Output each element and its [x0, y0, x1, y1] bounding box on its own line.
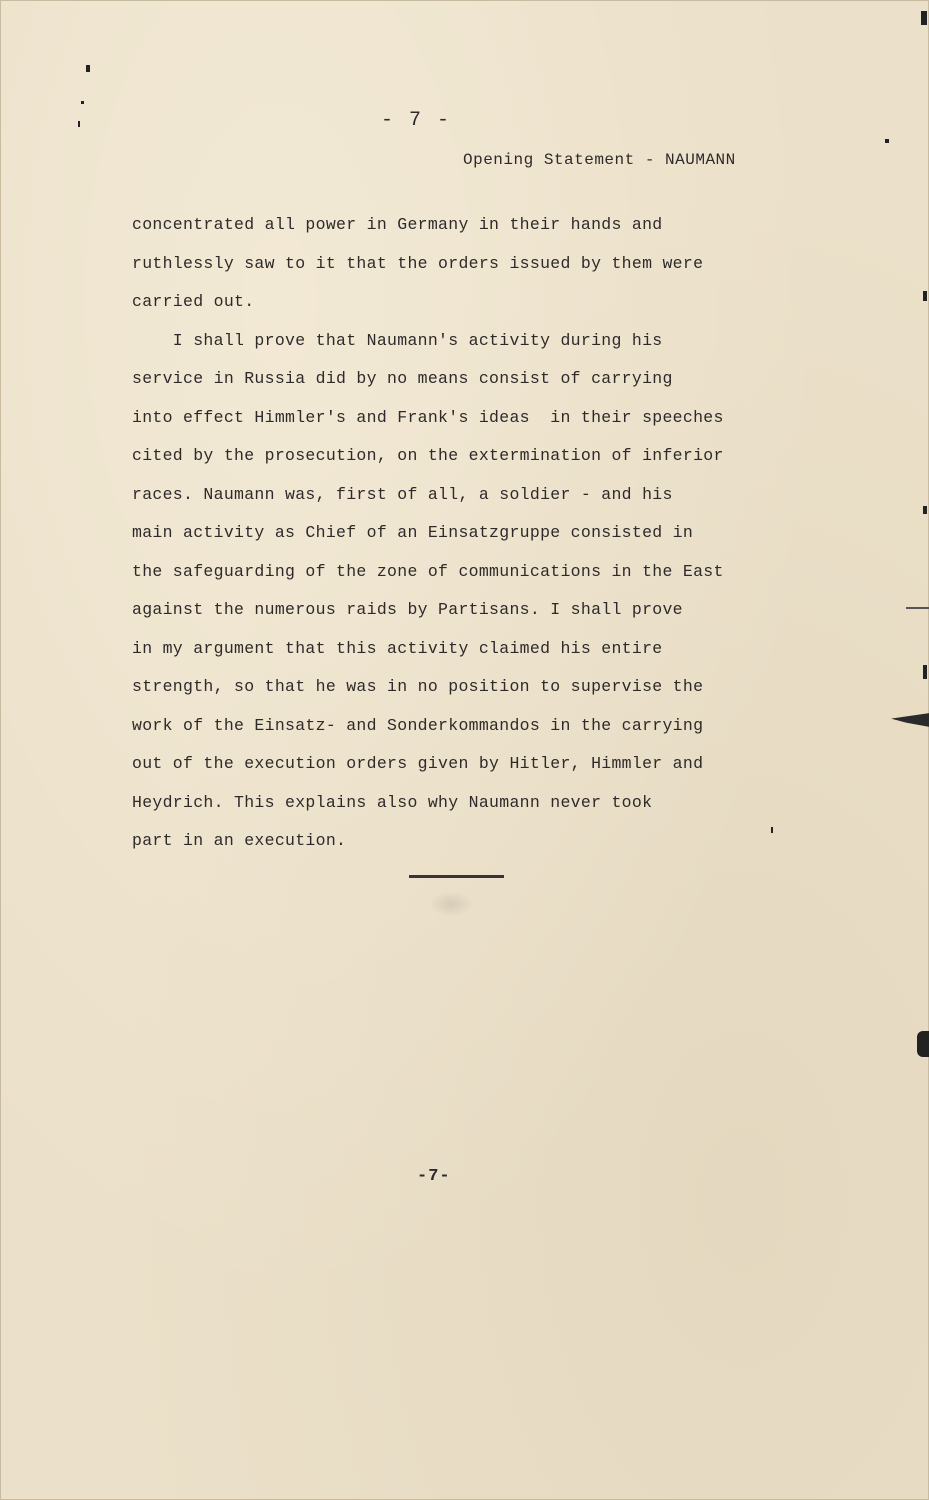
- margin-mark: [885, 139, 889, 143]
- section-divider: [409, 875, 504, 878]
- margin-mark: [921, 11, 927, 25]
- text-line: against the numerous raids by Partisans. I shall prove: [132, 600, 683, 619]
- text-line: into effect Himmler's and Frank's ideas in their speeches: [132, 407, 724, 427]
- page-number-bottom: -7-: [417, 1167, 451, 1186]
- text-line: out of the execution orders given by Hitler, Himmler and: [132, 754, 704, 773]
- margin-mark: [86, 65, 90, 72]
- margin-mark: [906, 607, 929, 609]
- text-line: part in an execution.: [132, 831, 347, 850]
- text-line: service in Russia did by no means consist of carrying: [132, 369, 673, 388]
- text-line: in my argument that this activity claimed his entire: [132, 638, 663, 658]
- text-line: I shall prove that Naumann's activity during his: [132, 330, 663, 350]
- text-line: carried out.: [132, 292, 255, 311]
- ink-smudge: [429, 891, 473, 917]
- punch-hole: [917, 1031, 929, 1057]
- running-header: Opening Statement - NAUMANN: [463, 151, 736, 169]
- edge-tab-mark: [891, 713, 929, 727]
- text-line: concentrated all power in Germany in their hands and: [132, 215, 663, 234]
- text-line: work of the Einsatz- and Sonderkommandos in the carrying: [132, 715, 704, 735]
- text-line: races. Naumann was, first of all, a soldier - and his: [132, 484, 673, 504]
- text-line: Heydrich. This explains also why Naumann never took: [132, 792, 653, 812]
- margin-mark: [78, 121, 80, 127]
- margin-mark: [81, 101, 84, 104]
- margin-mark: [923, 291, 927, 301]
- text-line: ruthlessly saw to it that the orders issued by them were: [132, 253, 704, 273]
- margin-mark: [923, 665, 927, 679]
- text-line: main activity as Chief of an Einsatzgruppe consisted in: [132, 523, 694, 542]
- page-number-top: - 7 -: [381, 109, 452, 132]
- text-line: cited by the prosecution, on the extermination of inferior: [132, 446, 724, 465]
- text-line: the safeguarding of the zone of communications in the East: [132, 561, 724, 581]
- text-line: strength, so that he was in no position to supervise the: [132, 677, 704, 696]
- margin-mark: [923, 506, 927, 514]
- body-text: [132, 206, 802, 861]
